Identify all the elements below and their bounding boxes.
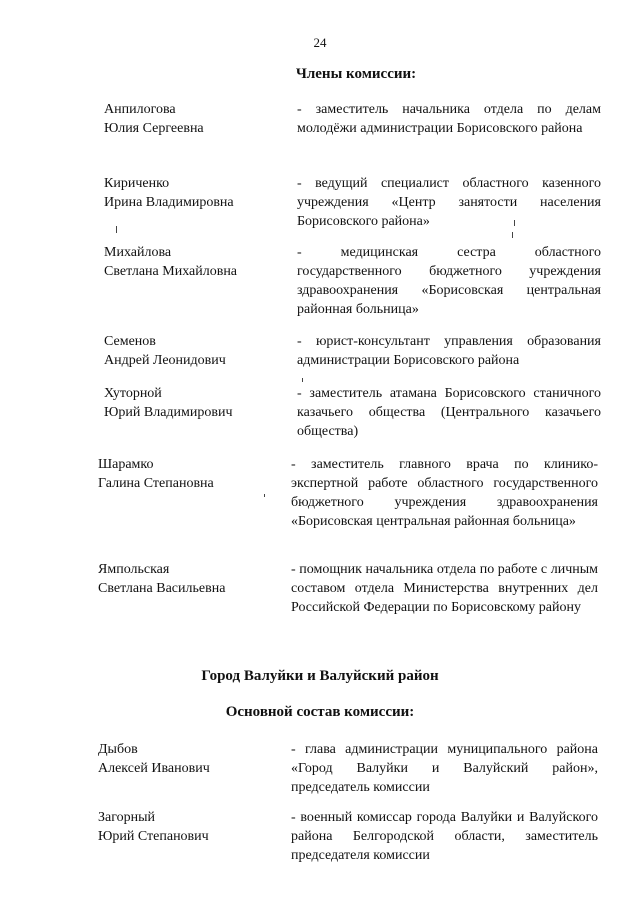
- member-given-names: Андрей Леонидович: [104, 353, 226, 368]
- member-position: - юрист-консультант управления образования администрации Борисовского района: [297, 334, 601, 368]
- member-given-names: Ирина Владимировна: [104, 195, 234, 210]
- scan-speck: [264, 494, 265, 497]
- city-heading: Город Валуйки и Валуйский район: [201, 668, 439, 684]
- page-number: 24: [313, 35, 327, 50]
- member-name: [104, 100, 284, 138]
- member-name: [98, 740, 278, 778]
- member-position: - заместитель главного врача по клинико-экспертной работе областного государственного бюджетного учреждения здравоохранения «Борисовская центральная районная больница»: [291, 457, 598, 529]
- members-heading: Члены комиссии:: [295, 66, 417, 82]
- member-name: [104, 384, 284, 422]
- scan-speck: [116, 226, 117, 233]
- member-position: - ведущий специалист областного казенного учреждения «Центр занятости населения Борисовского района»: [297, 176, 601, 229]
- member-name: [98, 560, 278, 598]
- member-given-names: Юрий Степанович: [98, 829, 209, 844]
- member-given-names: Юлия Сергеевна: [104, 121, 204, 136]
- member-given-names: Галина Степановна: [98, 476, 214, 491]
- scan-speck: [302, 378, 303, 382]
- member-given-names: Светлана Васильевна: [98, 581, 226, 596]
- scan-speck: [512, 232, 513, 238]
- member-given-names: Светлана Михайловна: [104, 264, 238, 279]
- member-name: [98, 455, 278, 493]
- member-given-names: Алексей Иванович: [98, 761, 210, 776]
- member-position: - заместитель атамана Борисовского станичного казачьего общества (Центрального казачьего общества): [297, 386, 601, 439]
- member-surname: Семенов: [104, 334, 156, 349]
- member-name: [104, 174, 284, 212]
- member-position: - заместитель начальника отдела по делам молодёжи администрации Борисовского района: [297, 102, 601, 136]
- member-surname: Загорный: [98, 810, 156, 825]
- member-surname: Шарамко: [98, 457, 154, 472]
- member-position: - военный комиссар города Валуйки и Валуйского района Белгородской области, заместитель председателя комиссии: [291, 810, 598, 863]
- member-name: [98, 808, 278, 846]
- main-composition-heading: Основной состав комиссии:: [225, 704, 415, 720]
- member-position: - медицинская сестра областного государственного бюджетного учреждения здравоохранения «Борисовская центральная районная больница»: [297, 245, 601, 317]
- member-given-names: Юрий Владимирович: [104, 405, 233, 420]
- member-position: - глава администрации муниципального района «Город Валуйки и Валуйский район», председатель комиссии: [291, 742, 598, 795]
- member-surname: Хуторной: [104, 386, 162, 401]
- member-surname: Михайлова: [104, 245, 172, 260]
- member-position: - помощник начальника отдела по работе с личным составом отдела Министерства внутренних дел Российской Федерации по Борисовскому району: [291, 562, 598, 615]
- member-surname: Ямпольская: [98, 562, 170, 577]
- member-surname: Анпилогова: [104, 102, 176, 117]
- member-name: [104, 243, 284, 281]
- member-surname: Дыбов: [98, 742, 138, 757]
- member-surname: Кириченко: [104, 176, 170, 191]
- member-name: [104, 332, 284, 370]
- scan-speck: [514, 220, 515, 226]
